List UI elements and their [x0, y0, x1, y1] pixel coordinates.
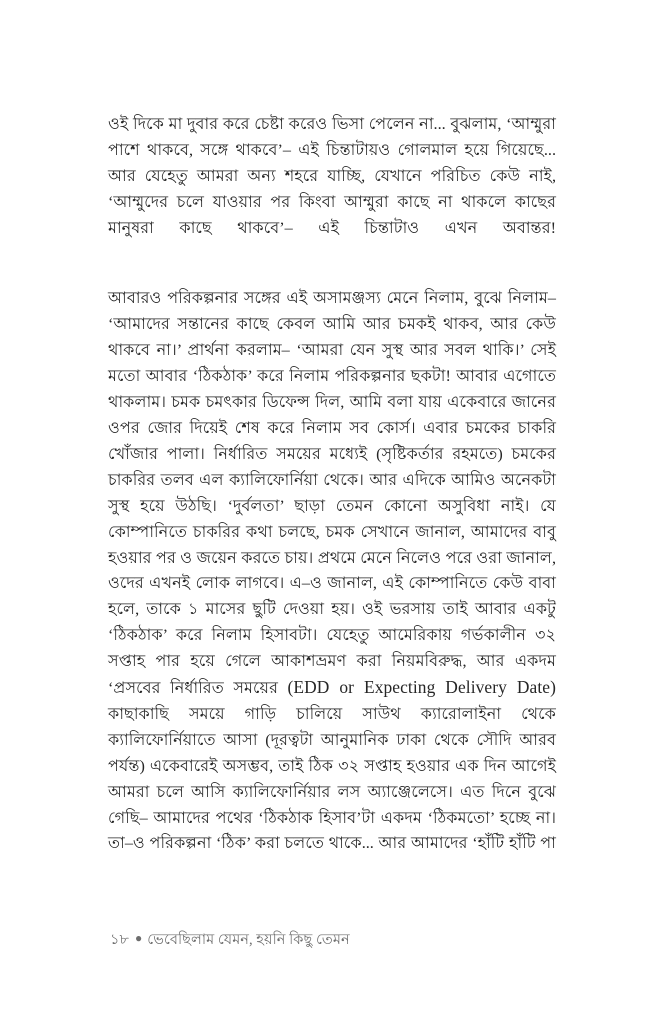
footer-bullet-separator-icon: ● — [134, 931, 143, 945]
paragraph-2-bengali-part-2: কাছাকাছি সময়ে গাড়ি চালিয়ে সাউথ ক্যারোলাইনা থেকে ক্যালিফোর্নিয়াতে আসা (দূরত্বটা আনুমানিক ঢাকা থেকে সৌদি আরব পর্যন্ত) একেবারেই অসম্ভব, তাই ঠিক ৩২ সপ্তাহ হওয়ার এক দিন আগেই আমরা চলে আসি ক্যালিফোর্নিয়ার লস অ্যাঞ্জেলেসে। এত দিনে বুঝে গেছি– আমাদের পথের ‘ঠিকঠাক হিসাব’টা একদম ‘ঠিকমতো’ হচ্ছে না। তা–ও পরিকল্পনা ‘ঠিক’ করা চলতে থাকে... আর আমাদের ‘হাঁটি হাঁটি পা — [108, 704, 556, 853]
paragraph-1: ওই দিকে মা দুবার করে চেষ্টা করেও ভিসা পেলেন না... বুঝলাম, ‘আম্মুরা পাশে থাকবে, সঙ্গে থাকবে’– এই চিন্তাটায়ও গোলমাল হয়ে গিয়েছে... আর যেহেতু আমরা অন্য শহরে যাচ্ছি, যেখানে পরিচিত কেউ নাই, ‘আম্মুদের চলে যাওয়ার পর কিংবা আম্মুরা কাছে না থাকলে কাছের মানুষরা কাছে থাকবে’– এই চিন্তাটাও এখন অবান্তর! — [108, 115, 556, 237]
page-text-block — [108, 112, 556, 883]
footer-page-number: ১৮ — [110, 932, 129, 948]
footer-book-title: ভেবেছিলাম যেমন, হয়নি কিছু তেমন — [147, 932, 350, 948]
paragraph-2 — [108, 286, 556, 883]
running-footer — [110, 930, 350, 950]
paragraph-2-latin-term: (EDD or Expecting Delivery Date) — [287, 677, 556, 698]
paragraph-2-bengali-part-1: আবারও পরিকল্পনার সঙ্গের এই অসামঞ্জস্য মেনে নিলাম, বুঝে নিলাম– ‘আমাদের সন্তানের কাছে কেবল আমি আর চমকই থাকব, আর কেউ থাকবে না।’ প্রার্থনা করলাম– ‘আমরা যেন সুস্থ আর সবল থাকি।’ সেই মতো আবার ‘ঠিকঠাক’ করে নিলাম পরিকল্পনার ছকটা! আবার এগোতে থাকলাম। চমক চমৎকার ডিফেন্স দিল, আমি বলা যায় একেবারে জানের ওপর জোর দিয়েই শেষ করে নিলাম সব কোর্স। এবার চমকের চাকরি খোঁজার পালা। নির্ধারিত সময়ের মধ্যেই (সৃষ্টিকর্তার রহমতে) চমকের চাকরির তলব এল ক্যালিফোর্নিয়া থেকে। আর এদিকে আমিও অনেকটা সুস্থ হয়ে উঠছি। ‘দুর্বলতা’ ছাড়া তেমন কোনো অসুবিধা নাই। যে কোম্পানিতে চাকরির কথা চলছে, চমক সেখানে জানাল, আমাদের বাবু হওয়ার পর ও জয়েন করতে চায়। প্রথমে মেনে নিলেও পরে ওরা জানাল, ওদের এখনই লোক লাগবে। এ–ও জানাল, এই কোম্পানিতে কেউ বাবা হলে, তাকে ১ মাসের ছুটি দেওয়া হয়। ওই ভরসায় তাই আবার একটু ‘ঠিকঠাক’ করে নিলাম হিসাবটা। যেহেতু আমেরিকায় গর্ভকালীন ৩২ সপ্তাহ পার হয়ে গেলে আকাশভ্রমণ করা নিয়মবিরুদ্ধ, আর একদম ‘প্রসবের নির্ধারিত সময়ের — [108, 289, 556, 698]
